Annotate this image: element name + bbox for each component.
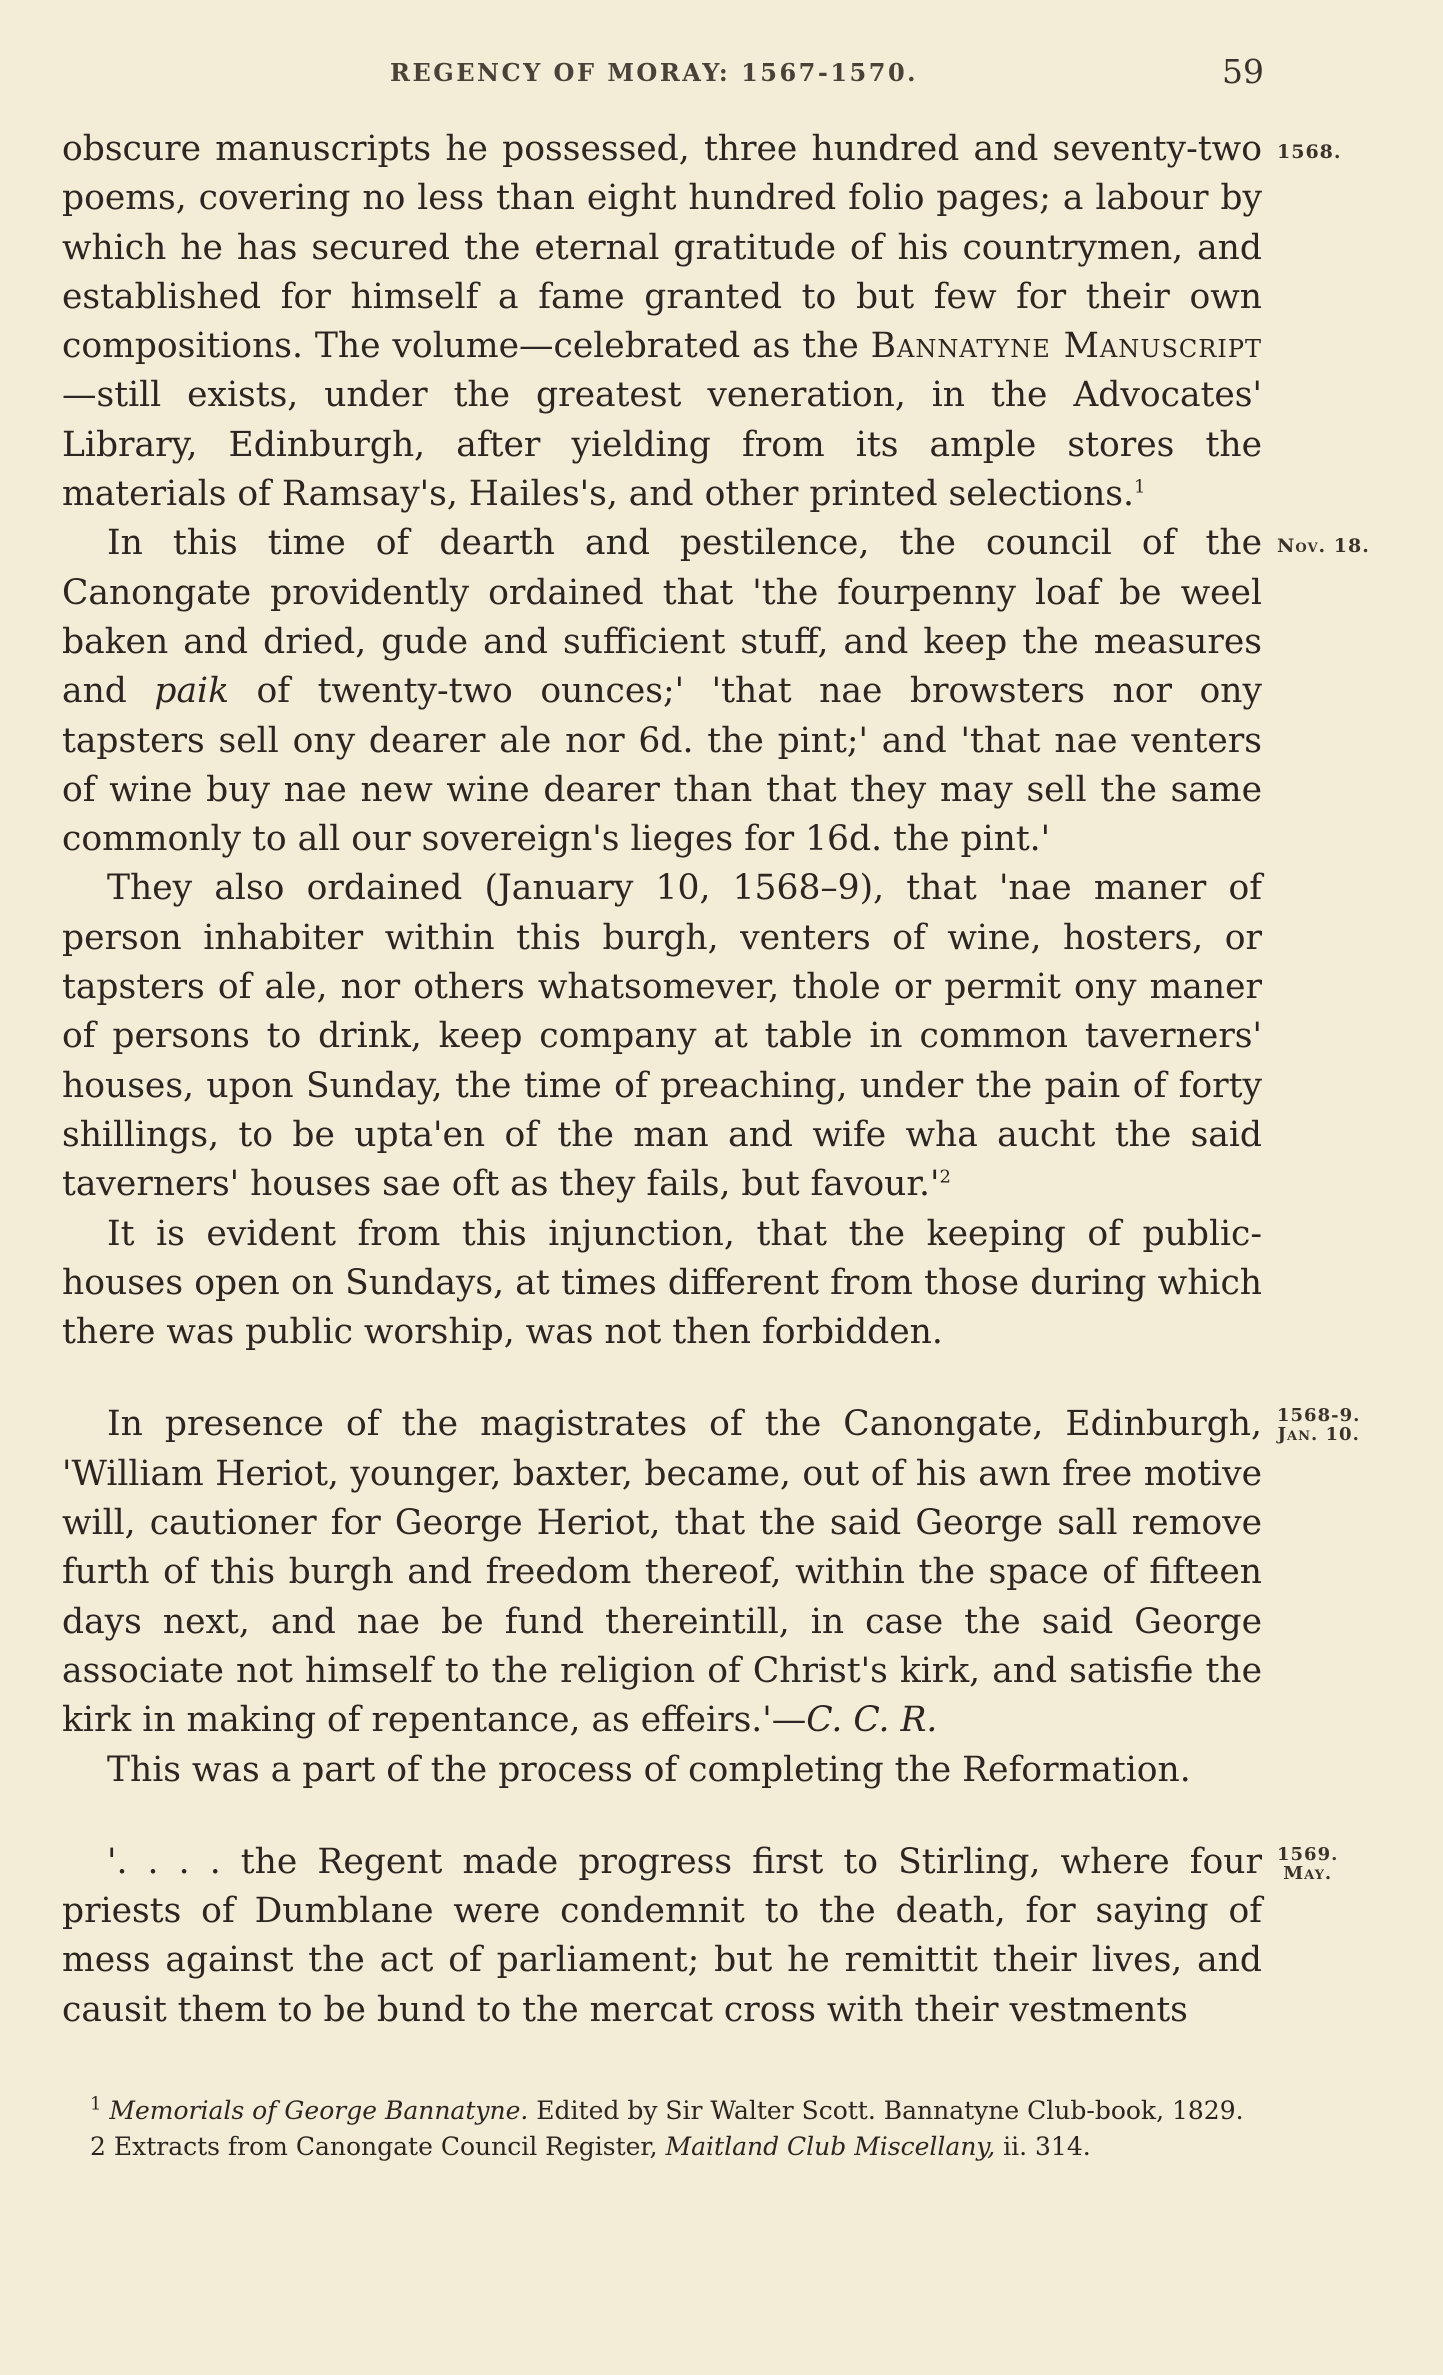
paragraph-2: In this time of dearth and pestilence, the council of the Canongate providently ordained that 'the fourpenny loaf be weel baken and dried, gude and sufficient stuff, and keep the measures and paik of twenty-two ounces;' 'that nae browsters nor ony tapsters sell ony dearer ale nor 6d. the pint;' and 'that nae venters of wine buy nae new wine dearer than that they may sell the same commonly to all our sovereign's lieges for 16d. the pint.' bbox=[62, 523, 1262, 860]
margin-note-nov-18: Nov. 18. bbox=[1277, 535, 1370, 557]
footnote-1: $^1$ Memorials of George Bannatyne. Edited by Sir Walter Scott. Bannatyne Club-book, 1829. bbox=[90, 2093, 1244, 2125]
margin-note-may: 1569. May. bbox=[1277, 1844, 1339, 1884]
section-gap bbox=[62, 1357, 1262, 1400]
page-header bbox=[64, 52, 1264, 98]
footnote-ref-2: 2 bbox=[939, 1166, 951, 1188]
footnotes bbox=[62, 2093, 1262, 2165]
paragraph-6: This was a part of the process of completing the Reformation. bbox=[107, 1749, 1191, 1790]
page-number: 59 bbox=[1222, 52, 1264, 91]
body-text bbox=[62, 125, 1262, 2035]
section-gap bbox=[62, 1795, 1262, 1838]
paragraph-3: They also ordained (January 10, 1568–9), that 'nae maner of person inhabiter within this burgh, venters of wine, hosters, or tapsters of ale, nor others whatsomever, thole or permit ony maner of persons to drink, keep company at table in common taverners' houses, upon Sunday, the time of preaching, under the pain of forty shillings, to be upta'en of the man and wife wha aucht the said taverners' houses sae oft as they fails, but $favour.'^2$ bbox=[62, 868, 1262, 1205]
paragraph-1: obscure manuscripts he possessed, three hundred and seventy-two poems, covering no less than eight hundred folio pages; a labour by which he has secured the eternal gratitude of his countrymen, and established for himself a fame granted to but few for their own compositions. The volume—celebrated as the Bannatyne Manuscript—still exists, under the greatest veneration, in the Advocates' Library, Edinburgh, after yielding from its ample stores the materials of Ramsay's, Hailes's, and other printed selections.$^1$ bbox=[62, 129, 1262, 515]
margin-note-1568: 1568. bbox=[1277, 141, 1342, 163]
paragraph-7: '. . . . the Regent made progress first to Stirling, where four priests of Dumblane were condemnit to the death, for saying of mess against the act of parliament; but he remittit their lives, and causit them to be bund to the mercat cross with their vestments bbox=[62, 1841, 1262, 2030]
footnote-2: 2 Extracts from Canongate Council Register, Maitland Club Miscellany, ii. 314. bbox=[90, 2132, 1091, 2161]
source-abbreviation: C. C. R. bbox=[806, 1700, 938, 1741]
margin-note-jan-10: 1568-9. Jan. 10. bbox=[1277, 1405, 1361, 1445]
paragraph-4: It is evident from this injunction, that the keeping of public-houses open on Sundays, at times different from those during which there was public worship, was not then forbidden. bbox=[62, 1213, 1262, 1353]
paragraph-5: In presence of the magistrates of the Canongate, Edinburgh, 'William Heriot, younger, baxter, became, out of his awn free motive will, cautioner for George Heriot, that the said George sall remove furth of this burgh and freedom thereof, within the space of fifteen days next, and nae be fund thereintill, in case the said George associate not himself to the religion of Christ's kirk, and satisfie the kirk in making of repentance, as effeirs.'—C. C. R. bbox=[62, 1404, 1262, 1741]
footnote-ref-1: 1 bbox=[1133, 476, 1146, 498]
running-head: REGENCY OF MORAY: 1567-1570. bbox=[390, 58, 918, 87]
manuscript-title: Bannatyne Manuscript bbox=[870, 326, 1262, 367]
italic-term: paik bbox=[154, 671, 229, 712]
